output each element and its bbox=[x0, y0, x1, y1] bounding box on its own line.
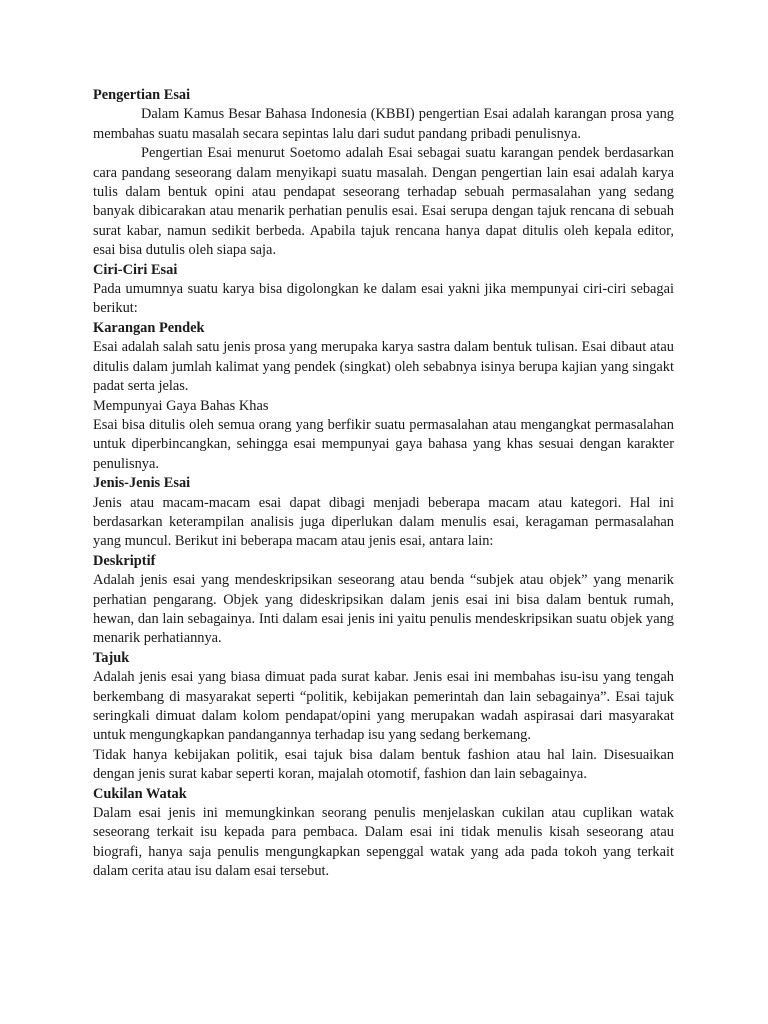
heading-cukilan-watak: Cukilan Watak bbox=[93, 785, 187, 802]
heading-gaya-bahasa-khas: Mempunyai Gaya Bahas Khas bbox=[93, 397, 269, 414]
paragraph: Dalam esai jenis ini memungkinkan seorang penulis menjelaskan cukilan atau cuplikan watak seseorang terkait isu kepada para pembaca. Dalam esai ini tidak menulis kisah seseorang atau biografi, hanya saja penulis mengungkapkan sepenggal watak yang ada pada tokoh yang terkait dalam cerita atau isu dalam esai tersebut. bbox=[93, 805, 674, 880]
paragraph: Esai adalah salah satu jenis prosa yang merupaka karya sastra dalam bentuk tulisan. Esai dibaut atau ditulis dalam jumlah kalimat yang pendek (singkat) oleh sebabnya isinya berupa kajian yang singakt padat serta jelas. bbox=[93, 339, 674, 395]
paragraph: Adalah jenis esai yang mendeskripsikan seseorang atau benda “subjek atau objek” yang menarik perhatian pengarang. Objek yang dideskripsikan dalam jenis esai ini bisa dalam bentuk rumah, hewan, dan lain sebagainya. Inti dalam esai jenis ini yaitu penulis mendeskripsikan suatu objek yang menarik perhatiannya. bbox=[93, 572, 674, 647]
document-body bbox=[93, 86, 674, 882]
paragraph: Adalah jenis esai yang biasa dimuat pada surat kabar. Jenis esai ini membahas isu-isu yang tengah berkembang di masyarakat seperti “politik, kebijakan pemerintah dan lain sebagainya”. Esai tajuk seringkali dimuat dalam kolom pendapat/opini yang merupakan wadah aspirasai dari masyarakat untuk mengungkapkan pandangannya terhadap isu yang sedang berkemang. bbox=[93, 669, 674, 744]
paragraph: Esai bisa ditulis oleh semua orang yang berfikir suatu permasalahan atau mengangkat permasalahan untuk diperbincangkan, sehingga esai mempunyai gaya bahasa yang khas sesuai dengan karakter penulisnya. bbox=[93, 416, 674, 472]
paragraph: Jenis atau macam-macam esai dapat dibagi menjadi beberapa macam atau kategori. Hal ini berdasarkan keterampilan analisis juga diperlukan dalam menulis esai, keragaman permasalahan yang muncul. Berikut ini beberapa macam atau jenis esai, antara lain: bbox=[93, 494, 674, 550]
heading-ciri-ciri-esai: Ciri-Ciri Esai bbox=[93, 261, 178, 278]
paragraph: Pengertian Esai menurut Soetomo adalah Esai sebagai suatu karangan pendek berdasarkan cara pandang seseorang dalam menyikapi suatu masalah. Dengan pengertian lain esai adalah karya tulis dalam bentuk opini atau pendapat seseorang terhadap sebuah permasalahan yang sedang banyak dibicarakan atau menarik perhatian penulis esai. Esai serupa dengan tajuk rencana di sebuah surat kabar, namun sedikit berbeda. Apabila tajuk rencana hanya dapat ditulis oleh kepala editor, esai bisa dutulis oleh siapa saja. bbox=[93, 145, 674, 259]
paragraph: Tidak hanya kebijakan politik, esai tajuk bisa dalam bentuk fashion atau hal lain. Disesuaikan dengan jenis surat kabar seperti koran, majalah otomotif, fashion dan lain sebagainya. bbox=[93, 746, 674, 783]
heading-tajuk: Tajuk bbox=[93, 649, 130, 666]
heading-jenis-jenis-esai: Jenis-Jenis Esai bbox=[93, 475, 191, 492]
heading-karangan-pendek: Karangan Pendek bbox=[93, 319, 205, 336]
paragraph: Dalam Kamus Besar Bahasa Indonesia (KBBI) pengertian Esai adalah karangan prosa yang membahas suatu masalah secara sepintas lalu dari sudut pandang pribadi penulisnya. bbox=[93, 106, 674, 142]
paragraph: Pada umumnya suatu karya bisa digolongkan ke dalam esai yakni jika mempunyai ciri-ciri sebagai berikut: bbox=[93, 281, 674, 317]
heading-pengertian-esai: Pengertian Esai bbox=[93, 87, 191, 103]
heading-deskriptif: Deskriptif bbox=[93, 552, 156, 569]
